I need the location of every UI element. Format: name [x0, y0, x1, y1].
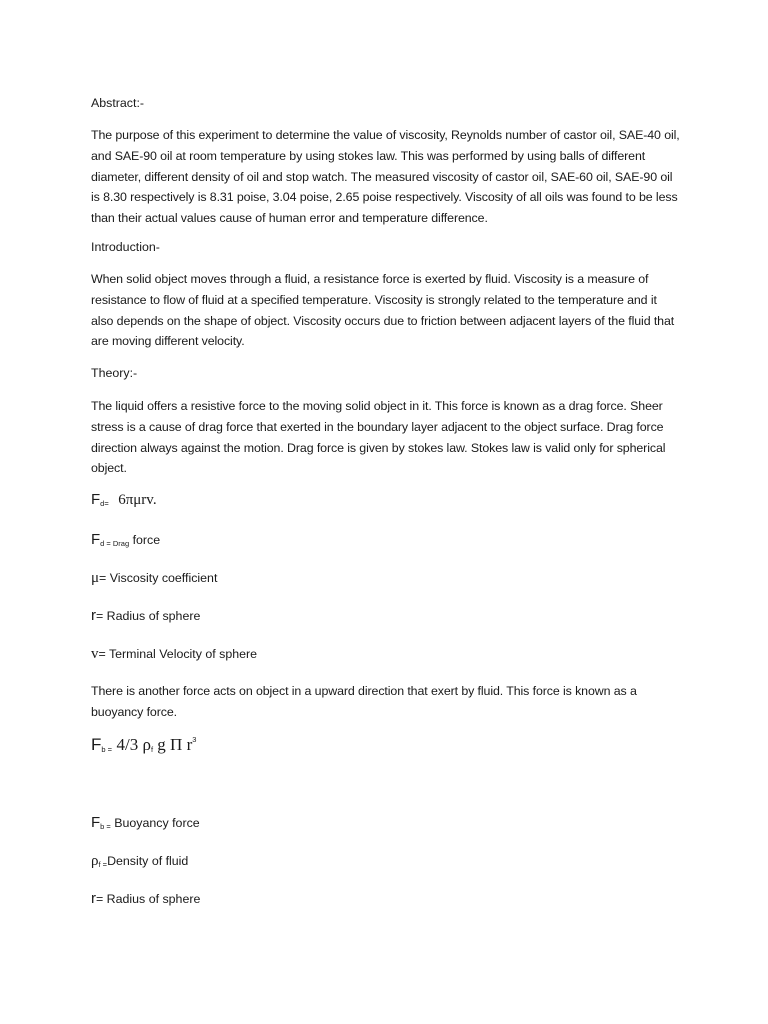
definition-subscript: f =: [98, 860, 108, 869]
definition-radius-buoyancy: [91, 890, 200, 908]
formula-symbol: F: [91, 735, 102, 754]
formula-symbol: F: [91, 491, 101, 508]
definition-symbol: r: [91, 607, 96, 624]
drag-force-formula: [91, 491, 157, 509]
definition-symbol: v: [91, 646, 99, 662]
definition-symbol: F: [91, 531, 101, 548]
introduction-paragraph: When solid object moves through a fluid, a resistance force is exerted by fluid. Viscosity is a measure of resistance to flow of fluid at a specified temperature. Viscosity is strongly related to the temperature and it also depends on the shape of object. Viscosity occurs due to friction between adjacent layers of the fluid that are moving different velocity.: [91, 272, 675, 349]
definition-text: Buoyancy force: [110, 816, 200, 830]
definition-buoyancy-force: [91, 814, 200, 832]
definition-symbol: F: [91, 814, 101, 831]
formula-rhs-tail: g Π r: [153, 735, 193, 754]
definition-terminal-velocity: [91, 645, 257, 663]
definition-text: = Radius of sphere: [96, 892, 201, 906]
theory-heading: Theory:-: [91, 366, 138, 380]
definition-subscript: b =: [100, 822, 111, 831]
definition-text: = Terminal Velocity of sphere: [98, 647, 258, 661]
formula-subscript: d=: [100, 499, 109, 508]
formula-rho-subscript: f: [150, 745, 154, 754]
definition-radius: [91, 607, 200, 625]
theory-paragraph: The liquid offers a resistive force to the moving solid object in it. This force is known as a drag force. Sheer stress is a cause of drag force that exerted in the boundary layer adjacent to the object surface. Drag force direction always against the motion. Drag force is given by stokes law. Stokes law is valid only for spherical object.: [91, 399, 666, 476]
formula-rhs-main: 4/3 ρ: [116, 735, 151, 754]
definition-text: = Viscosity coefficient: [99, 571, 218, 585]
formula-rhs: 6πμrv.: [118, 492, 157, 508]
definition-symbol: r: [91, 890, 96, 907]
abstract-paragraph: The purpose of this experiment to determine the value of viscosity, Reynolds number of castor oil, SAE-40 oil, and SAE-90 oil at room temperature by using stokes law. This was performed by using balls of different diameter, different density of oil and stop watch. The measured viscosity of castor oil, SAE-60 oil, SAE-90 oil is 8.30 respectively is 8.31 poise, 3.04 poise, 2.65 poise respectively. Viscosity of all oils was found to be less than their actual values cause of human error and temperature difference.: [91, 128, 680, 226]
definition-density-of-fluid: [91, 852, 188, 870]
definition-drag-force: [91, 531, 160, 549]
definition-symbol: μ: [91, 570, 100, 586]
formula-exponent: 3: [192, 735, 197, 744]
introduction-heading: Introduction-: [91, 240, 160, 254]
definition-text: Density of fluid: [107, 854, 189, 868]
formula-subscript: b =: [101, 745, 113, 754]
definition-text: force: [129, 533, 161, 547]
buoyancy-paragraph: There is another force acts on object in a upward direction that exert by fluid. This force is known as a buoyancy force.: [91, 684, 637, 719]
definition-viscosity-coefficient: [91, 569, 217, 587]
definition-symbol: ρ: [91, 853, 99, 869]
buoyancy-force-formula: [91, 735, 196, 755]
abstract-heading: Abstract:-: [91, 96, 145, 110]
definition-subscript: d = Drag: [100, 539, 130, 548]
definition-text: = Radius of sphere: [96, 609, 201, 623]
